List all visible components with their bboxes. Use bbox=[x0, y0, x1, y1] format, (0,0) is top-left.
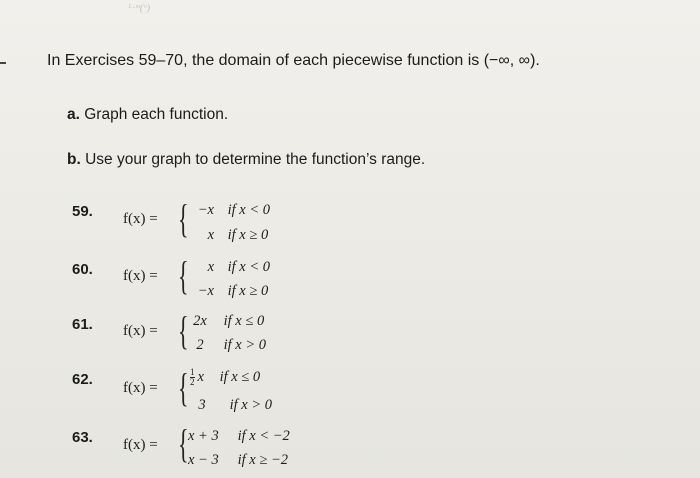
exercise-60-row-1 bbox=[188, 259, 270, 276]
fraction-denominator: 2 bbox=[190, 377, 195, 387]
exercise-60-brace: { bbox=[178, 253, 189, 298]
row-expression: 2x bbox=[193, 313, 207, 329]
exercise-63-fx-label: f(x) = bbox=[123, 437, 158, 453]
part-b-letter: b. bbox=[67, 151, 81, 168]
row-expression: x bbox=[207, 259, 214, 275]
row-expression-variable: x bbox=[197, 368, 204, 385]
row-condition: if x < 0 bbox=[227, 202, 271, 218]
faint-handwritten-mark: ᴸ·ᵐ(ᵛ) bbox=[128, 2, 151, 14]
row-condition: if x ≥ −2 bbox=[237, 452, 288, 468]
exercise-59-row-1 bbox=[188, 202, 270, 219]
row-expression: x + 3 bbox=[188, 428, 219, 444]
row-expression: −x bbox=[197, 202, 214, 218]
exercise-62-number: 62. bbox=[72, 371, 93, 388]
exercise-62-fx-label: f(x) = bbox=[123, 380, 158, 396]
exercise-59-fx-label: f(x) = bbox=[123, 211, 158, 227]
fraction-numerator: 1 bbox=[190, 367, 195, 377]
page-edge-mark bbox=[0, 62, 6, 64]
exercise-63-number: 63. bbox=[72, 429, 93, 446]
row-condition: if x > 0 bbox=[229, 397, 273, 413]
row-condition: if x < 0 bbox=[227, 259, 271, 275]
exercise-60-fx-label: f(x) = bbox=[123, 268, 158, 284]
part-b bbox=[67, 151, 425, 169]
row-condition: if x ≥ 0 bbox=[227, 227, 269, 243]
exercise-61-row-2 bbox=[188, 337, 266, 354]
row-condition: if x > 0 bbox=[223, 337, 267, 353]
row-condition: if x ≤ 0 bbox=[219, 368, 261, 385]
row-expression: x − 3 bbox=[188, 452, 219, 468]
exercise-62-row-2 bbox=[190, 397, 272, 414]
part-a bbox=[67, 106, 228, 124]
instructions-heading: In Exercises 59–70, the domain of each piecewise function is (−∞, ∞). bbox=[47, 52, 540, 69]
row-expression: 3 bbox=[198, 397, 206, 413]
exercise-61-row-1 bbox=[188, 313, 264, 330]
exercise-59-number: 59. bbox=[72, 203, 93, 220]
row-condition: if x ≤ 0 bbox=[223, 313, 265, 329]
half-fraction bbox=[190, 368, 195, 387]
row-condition: if x < −2 bbox=[237, 428, 290, 444]
row-expression: −x bbox=[197, 283, 214, 299]
exercise-60-number: 60. bbox=[72, 261, 93, 278]
exercise-61-number: 61. bbox=[72, 316, 93, 333]
exercise-59-brace: { bbox=[178, 196, 189, 241]
exercise-59-row-2 bbox=[188, 227, 268, 244]
part-a-text: Graph each function. bbox=[84, 106, 229, 123]
part-b-text: Use your graph to determine the function’s range. bbox=[85, 151, 426, 168]
row-expression: x bbox=[207, 227, 214, 243]
row-expression: 2 bbox=[196, 337, 204, 353]
exercise-61-fx-label: f(x) = bbox=[123, 323, 158, 339]
exercise-63-brace: { bbox=[178, 421, 189, 466]
exercise-63-row-2 bbox=[188, 452, 288, 469]
part-a-letter: a. bbox=[67, 106, 80, 123]
exercise-62-brace: { bbox=[178, 365, 189, 410]
exercise-63-row-1 bbox=[188, 428, 290, 445]
exercise-60-row-2 bbox=[188, 283, 268, 300]
exercise-62-row-1 bbox=[190, 368, 260, 387]
row-condition: if x ≥ 0 bbox=[227, 283, 269, 299]
exercise-61-brace: { bbox=[178, 308, 189, 353]
